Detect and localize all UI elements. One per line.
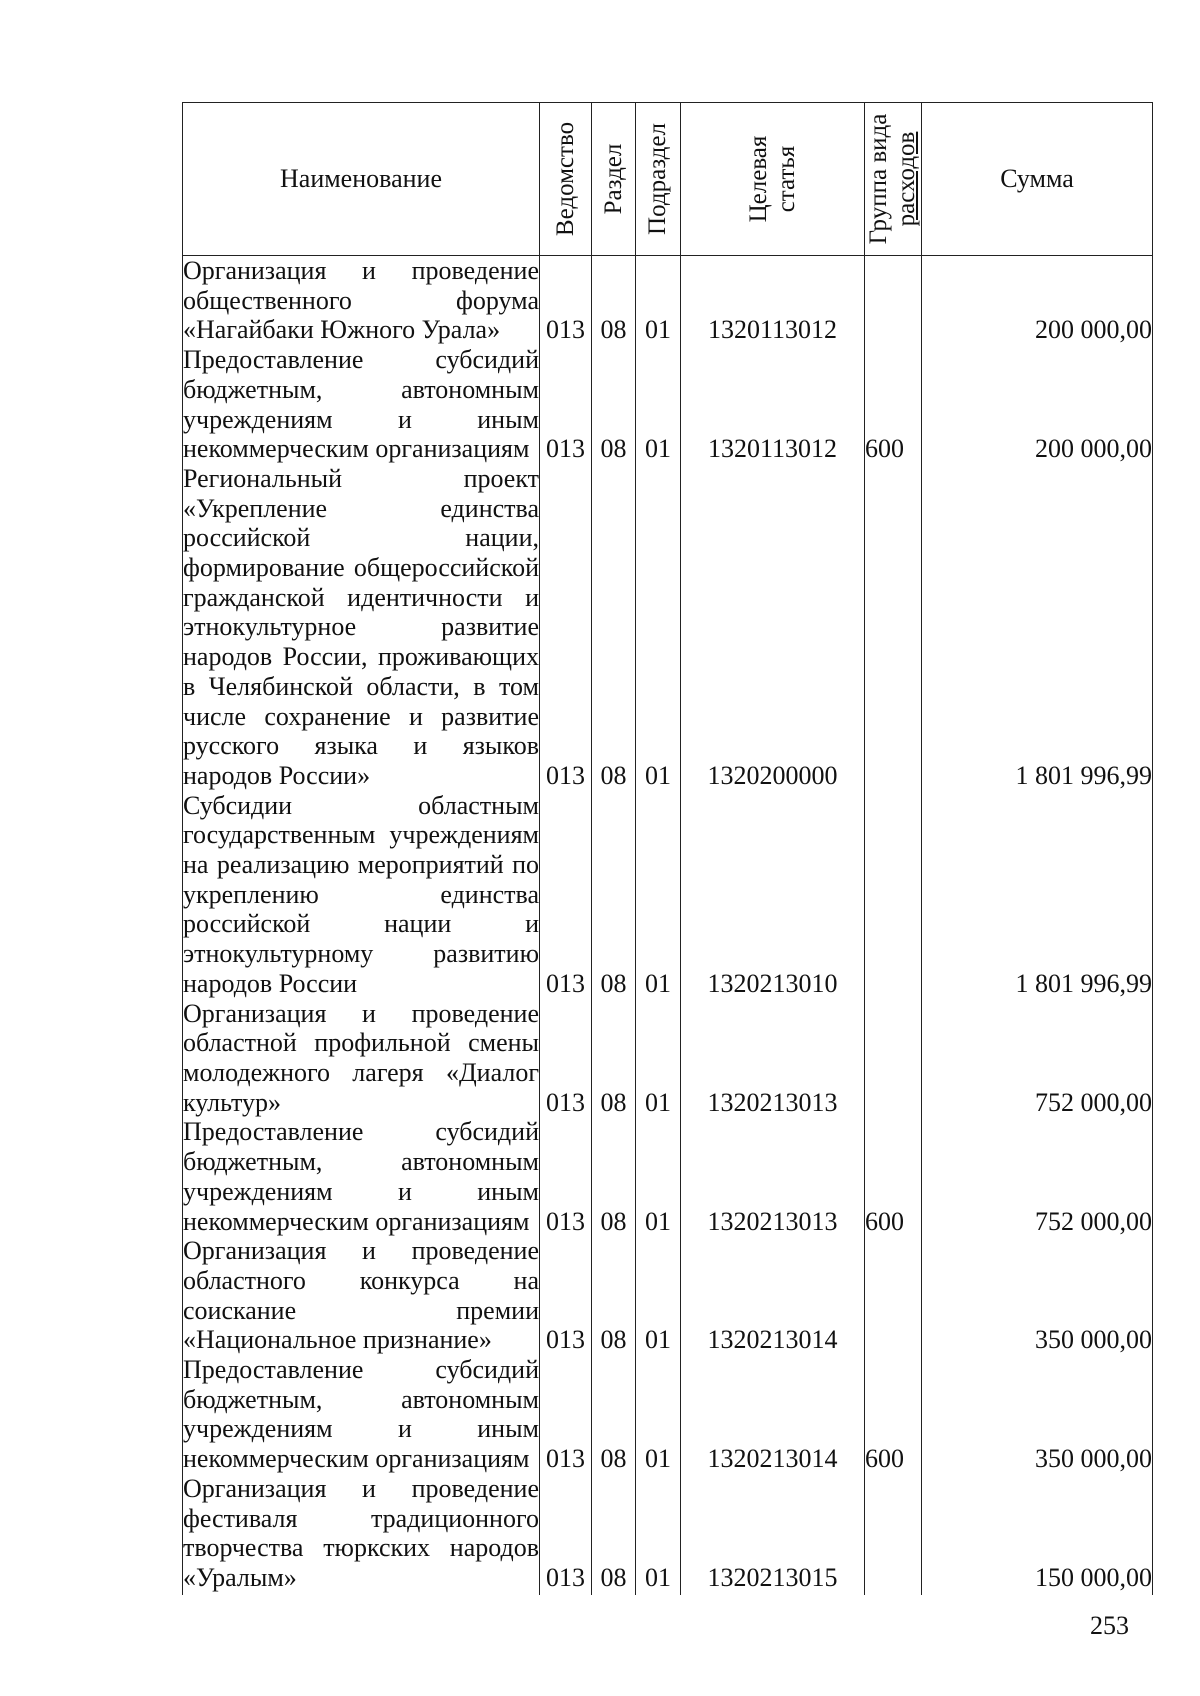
header-name: Наименование — [183, 103, 540, 256]
row-subsection: 01 — [636, 1236, 681, 1355]
row-subsection: 01 — [636, 1355, 681, 1474]
header-department: Ведомство — [540, 103, 592, 256]
row-sum: 350 000,00 — [922, 1355, 1153, 1474]
table-row — [183, 999, 1153, 1118]
table-row — [183, 345, 1153, 464]
table-body — [183, 256, 1153, 1595]
row-department: 013 — [540, 256, 592, 346]
row-target-article: 1320213014 — [681, 1236, 865, 1355]
row-subsection: 01 — [636, 791, 681, 999]
row-department: 013 — [540, 1355, 592, 1474]
row-name: Организация и проведение областной профильной смены молодежного лагеря «Диалог культур» — [183, 998, 539, 1117]
row-target-article: 1320213013 — [681, 999, 865, 1118]
table-header — [183, 103, 1153, 256]
row-section: 08 — [592, 464, 636, 791]
row-target-article: 1320213014 — [681, 1355, 865, 1474]
table-row — [183, 1474, 1153, 1595]
row-expense-group — [865, 791, 922, 999]
table-row — [183, 1355, 1153, 1474]
header-target-article: Целевая статья — [681, 103, 865, 256]
row-name: Организация и проведение фестиваля традиционного творчества тюркских народов «Уралым» — [183, 1474, 540, 1595]
row-department: 013 — [540, 464, 592, 791]
table-row — [183, 1117, 1153, 1236]
row-expense-group: 600 — [865, 345, 922, 464]
table-row — [183, 464, 1153, 791]
budget-table — [182, 102, 1153, 1595]
row-name: Субсидии областным государственным учреждениям на реализацию мероприятий по укреплению единства российской нации и этнокультурному развитию народов России — [183, 790, 539, 998]
header-expense-group: Группа вида расходов — [865, 103, 922, 256]
row-section: 08 — [592, 345, 636, 464]
row-target-article: 1320213015 — [681, 1474, 865, 1595]
row-name: Предоставление субсидий бюджетным, автономным учреждениям и иным некоммерческим организациям — [183, 345, 539, 464]
row-sum: 1 801 996,99 — [922, 464, 1153, 791]
row-expense-group: 600 — [865, 1117, 922, 1236]
row-section: 08 — [592, 999, 636, 1118]
row-section: 08 — [592, 1355, 636, 1474]
row-name: Организация и проведение областного конкурса на соискание премии «Национальное признание» — [183, 1236, 539, 1355]
row-sum: 752 000,00 — [922, 1117, 1153, 1236]
row-department: 013 — [540, 1474, 592, 1595]
row-target-article: 1320200000 — [681, 464, 865, 791]
header-sum: Сумма — [922, 103, 1153, 256]
row-expense-group — [865, 999, 922, 1118]
row-target-article: 1320213013 — [681, 1117, 865, 1236]
row-sum: 752 000,00 — [922, 999, 1153, 1118]
row-expense-group: 600 — [865, 1355, 922, 1474]
row-name: Региональный проект «Укрепление единства российской нации, формирование общероссийской гражданской идентичности и этнокультурное развитие народов России, проживающих в Челябинской области, в том числе сохранение и развитие русского языка и языков народов России» — [183, 463, 539, 790]
row-section: 08 — [592, 1236, 636, 1355]
row-subsection: 01 — [636, 345, 681, 464]
row-department: 013 — [540, 345, 592, 464]
row-section: 08 — [592, 791, 636, 999]
row-expense-group — [865, 1236, 922, 1355]
row-expense-group — [865, 1474, 922, 1595]
row-subsection: 01 — [636, 1474, 681, 1595]
row-subsection: 01 — [636, 256, 681, 346]
row-subsection: 01 — [636, 999, 681, 1118]
page-number: 253 — [1090, 1611, 1129, 1640]
row-expense-group — [865, 464, 922, 791]
row-sum: 200 000,00 — [922, 345, 1153, 464]
row-target-article: 1320113012 — [681, 345, 865, 464]
row-sum: 200 000,00 — [922, 256, 1153, 346]
row-target-article: 1320213010 — [681, 791, 865, 999]
row-name: Предоставление субсидий бюджетным, автономным учреждениям и иным некоммерческим организациям — [183, 1117, 539, 1236]
row-sum: 350 000,00 — [922, 1236, 1153, 1355]
row-subsection: 01 — [636, 1117, 681, 1236]
row-section: 08 — [592, 1474, 636, 1595]
table-row — [183, 791, 1153, 999]
row-sum: 1 801 996,99 — [922, 791, 1153, 999]
row-department: 013 — [540, 1117, 592, 1236]
header-section: Раздел — [592, 103, 636, 256]
row-name: Организация и проведение общественного форума «Нагайбаки Южного Урала» — [183, 256, 539, 345]
row-department: 013 — [540, 791, 592, 999]
row-expense-group — [865, 256, 922, 346]
row-department: 013 — [540, 999, 592, 1118]
header-subsection: Подраздел — [636, 103, 681, 256]
row-target-article: 1320113012 — [681, 256, 865, 346]
row-department: 013 — [540, 1236, 592, 1355]
row-sum: 150 000,00 — [922, 1474, 1153, 1595]
row-name: Предоставление субсидий бюджетным, автономным учреждениям и иным некоммерческим организациям — [183, 1355, 539, 1474]
row-section: 08 — [592, 256, 636, 346]
row-section: 08 — [592, 1117, 636, 1236]
row-subsection: 01 — [636, 464, 681, 791]
table-row — [183, 1236, 1153, 1355]
table-row — [183, 256, 1153, 346]
